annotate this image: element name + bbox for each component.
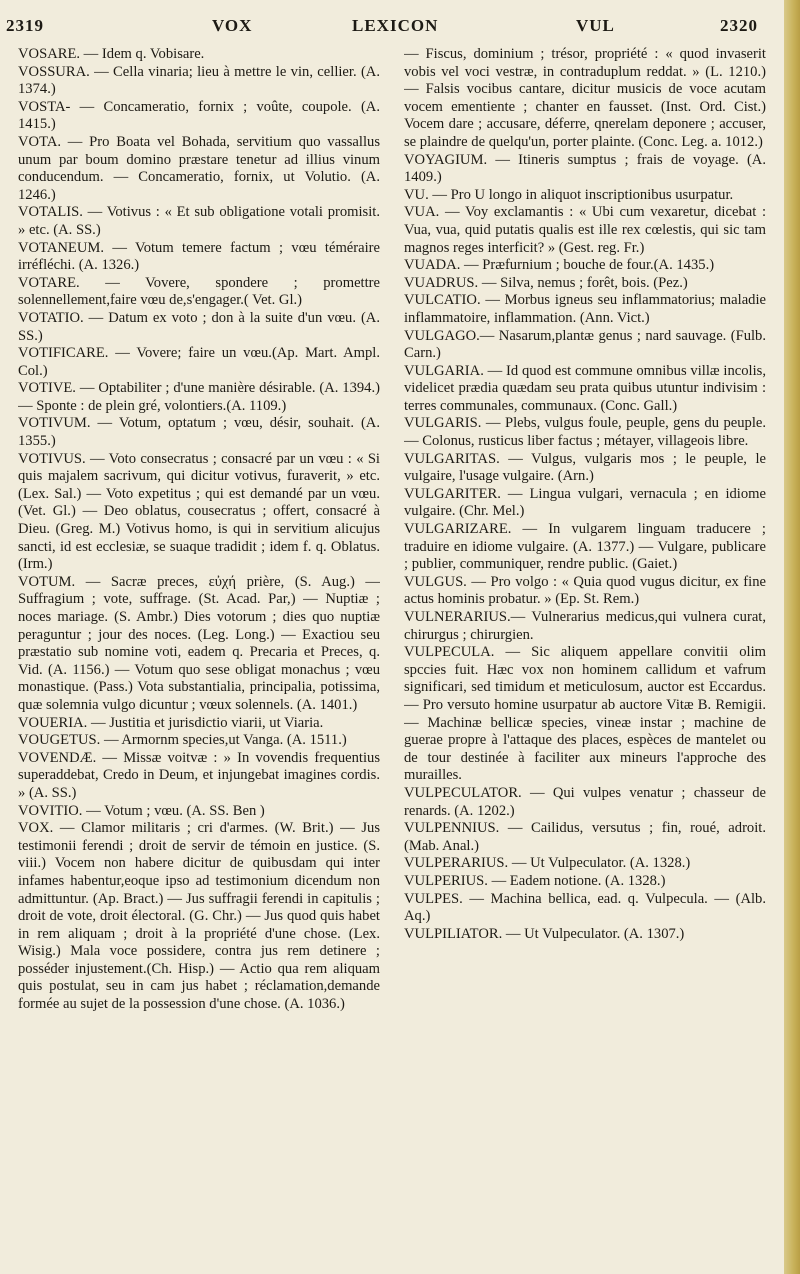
entry: VOTARE. — Vovere, spondere ; promettre solennellement,faire vœu de,s'engager.( Vet. Gl.) <box>18 274 380 309</box>
entry: VULPES. — Machina bellica, ead. q. Vulpecula. — (Alb. Aq.) <box>404 890 766 925</box>
entry: VOVENDÆ. — Missæ voitvæ : » In vovendis frequentius superaddebat, Credo in Deum, et injungebat imagines cordis. » (A. SS.) <box>18 749 380 801</box>
entry: VOTUM. — Sacræ preces, εὐχή prière, (S. Aug.) — Suffragium ; vote, suffrage. (St. Acad. Par,) — Nuptiæ ; noces mariage. (S. Ambr.) Dies votorum ; dies quo nuptiæ peraguntur ; jour des noces. (Leg. Long.) — Exactiou seu præstatio sub nomine voti, eadem q. Precaria et Preces, q. Vid. (A. 1156.) — Votum quo sese obligat monachus ; vœu monastique. (Pass.) Vota substantialia, principalia, potissima, quæ solemnia vulgo dicuntur ; vœux solennels. (A. 1401.) <box>18 573 380 713</box>
entry: VULGARIS. — Plebs, vulgus foule, peuple, gens du peuple. — Colonus, rusticus liber factus ; métayer, villageois libre. <box>404 415 766 450</box>
entry: VOSTA- — Concameratio, fornix ; voûte, coupole. (A. 1415.) <box>18 98 380 133</box>
entry: VUADRUS. — Silva, nemus ; forêt, bois. (Pez.) <box>404 274 688 291</box>
entry: VOX. — Clamor militaris ; cri d'armes. (W. Brit.) — Jus testimonii ferendi ; droit de servir de témoin en justice. (S. viii.) Vocem non habere dicitur de quibusdam qui inter infames habentur,eoque ipso ad testimonium dicendum non admittuntur. (Ap. Bract.) — Jus suffragii ferendi in capitulis ; droit de vote, droit électoral. (G. Chr.) — Jus quod quis habet in rem aliquam ; droit à la propriété d'une chose. (Lex. Wisig.) Mala voce possidere, contra jus rem detinere ; posséder injustement.(Ch. Hisp.) — Actio qua rem aliquam quis postulat, seu in cam jus habet ; réclamation,demande formée au sujet de la possession d'une chose. (A. 1036.) <box>18 820 380 1013</box>
page-number-right: 2320 <box>720 16 758 35</box>
left-column <box>18 46 380 1266</box>
entry: VULGARITAS. — Vulgus, vulgaris mos ; le peuple, le vulgaire, l'usage vulgaire. (Arn.) <box>404 450 766 485</box>
entry: VULPECULA. — Sic aliquem appellare convitii olim spccies fuit. Hæc vox non hominem callidum et vafrum significari, sed timidum et meticulosum, auctor est Eccardus. — Pro versuto homine usurpatur ab auctore Vitæ B. Remigii. — Machinæ bellicæ species, vineæ instar ; machine de guerae propre à l'attaque des places, espèces de mantelet ou de tour destinée à faciliter aux mineurs l'approche des murailles. <box>404 644 766 784</box>
entry: VOTIVUM. — Votum, optatum ; vœu, désir, souhait. (A. 1355.) <box>18 415 380 450</box>
entry: — Fiscus, dominium ; trésor, propriété : « quod invaserit vobis vel voci vestræ, in contraduplum reddat. » (L. 1210.) — Falsis vocibus cantare, dicitur musicis de voce acutam vocem ementiente ; chanter en fausset. (Inst. Ord. Cist.) Vocem dare ; accusare, déferre, qnerelam deponere ; accuser, se plaindre de quelqu'un, porter plainte. (Conc. Leg. a. 1012.) <box>404 46 766 150</box>
entry: VOTANEUM. — Votum temere factum ; vœu téméraire irréfléchi. (A. 1326.) <box>18 239 380 274</box>
entry: VULPILIATOR. — Ut Vulpeculator. (A. 1307.) <box>404 925 685 942</box>
entry: VULNERARIUS.— Vulnerarius medicus,qui vulnera curat, chirurgus ; chirurgien. <box>404 609 766 643</box>
entry: VOUERIA. — Justitia et jurisdictio viarii, ut Viaria. <box>18 714 324 731</box>
gilded-page-edge <box>784 0 800 1274</box>
entry: VU. — Pro U longo in aliquot inscriptionibus usurpatur. <box>404 186 734 203</box>
guide-word-left: VOX <box>212 16 253 35</box>
entry: VOTATIO. — Datum ex voto ; don à la suite d'un vœu. (A. SS.) <box>18 309 380 344</box>
entry: VULGARITER. — Lingua vulgari, vernacula ; en idiome vulgaire. (Chr. Mel.) <box>404 485 766 520</box>
entry: VOTA. — Pro Boata vel Bohada, servitium quo vassallus unum par boum domino præstare tenetur ad illius vinum conducendum. — Concameratio, fornix, ut Volutio. (A. 1246.) <box>18 133 380 203</box>
entry: VOVITIO. — Votum ; vœu. (A. SS. Ben ) <box>18 802 265 819</box>
entry: VUADA. — Præfurnium ; bouche de four.(A. 1435.) <box>404 257 715 274</box>
entry: VULGARIA. — Id quod est commune omnibus villæ incolis, videlicet prædia quædam seu prata quibus utuntur indivisim : terres communales, communaux. (Conc. Gall.) <box>404 362 766 414</box>
page-number-left: 2319 <box>6 16 44 35</box>
entry: VOTIVE. — Optabiliter ; d'une manière désirable. (A. 1394.) — Sponte : de plein gré, volontiers.(A. 1109.) <box>18 380 380 414</box>
guide-word-right: VUL <box>576 16 615 35</box>
entry: VULPERIUS. — Eadem notione. (A. 1328.) <box>404 872 666 889</box>
entry: VUA. — Voy exclamantis : « Ubi cum vexaretur, dicebat : Vua, vua, quid putatis qualis est ille rex cœlestis, qui sic tam magnos reges interficit? » (Gest. reg. Fr.) <box>404 204 766 256</box>
entry: VOTIVUS. — Voto consecratus ; consacré par un vœu : « Si quis majalem sacrivum, qui dicitur votivus, furaverit, » etc. (Lex. Sal.) — Voto expetitus ; qui est demandé par un vœu. (Vet. Gl.) — Deo oblatus, cousecratus ; offert, consacré à Dieu. (Greg. M.) Votivus homo, is qui in servitium alicujus sancti, id est ecclesiæ, se suaque tradidit ; idem f. q. Oblatus. (Irm.) <box>18 450 380 573</box>
entry: VOSARE. — Idem q. Vobisare. <box>18 46 205 62</box>
running-header <box>0 10 784 40</box>
entry: VOYAGIUM. — Itineris sumptus ; frais de voyage. (A. 1409.) <box>404 151 766 186</box>
entry: VOTALIS. — Votivus : « Et sub obligatione votali promisit. » etc. (A. SS.) <box>18 204 380 238</box>
entry: VULPECULATOR. — Qui vulpes venatur ; chasseur de renards. (A. 1202.) <box>404 784 766 819</box>
entry: VULCATIO. — Morbus igneus seu inflammatorius; maladie inflammatoire, inflammation. (Ann. Vict.) <box>404 292 766 326</box>
entry: VULGARIZARE. — In vulgarem linguam traducere ; traduire en idiome vulgaire. (A. 1377.) — Vulgare, publicare ; publier, communiquer, rendre public. (Gaiet.) <box>404 521 766 573</box>
entry: VULGUS. — Pro volgo : « Quia quod vugus dicitur, ex fine actus hominis probatur. » (Ep. St. Rem.) <box>404 573 766 608</box>
page-title: LEXICON <box>352 16 439 35</box>
entry: VULPENNIUS. — Cailidus, versutus ; fin, roué, adroit. (Mab. Anal.) <box>404 820 766 854</box>
entry: VOSSURA. — Cella vinaria; lieu à mettre le vin, cellier. (A. 1374.) <box>18 63 380 98</box>
entry: VOTIFICARE. — Vovere; faire un vœu.(Ap. Mart. Ampl. Col.) <box>18 345 380 379</box>
entry: VULPERARIUS. — Ut Vulpeculator. (A. 1328.) <box>404 855 691 872</box>
entry: VOUGETUS. — Armornm species,ut Vanga. (A. 1511.) <box>18 732 347 749</box>
entry: VULGAGO.— Nasarum,plantæ genus ; nard sauvage. (Fulb. Carn.) <box>404 327 766 362</box>
right-column <box>404 46 766 1266</box>
